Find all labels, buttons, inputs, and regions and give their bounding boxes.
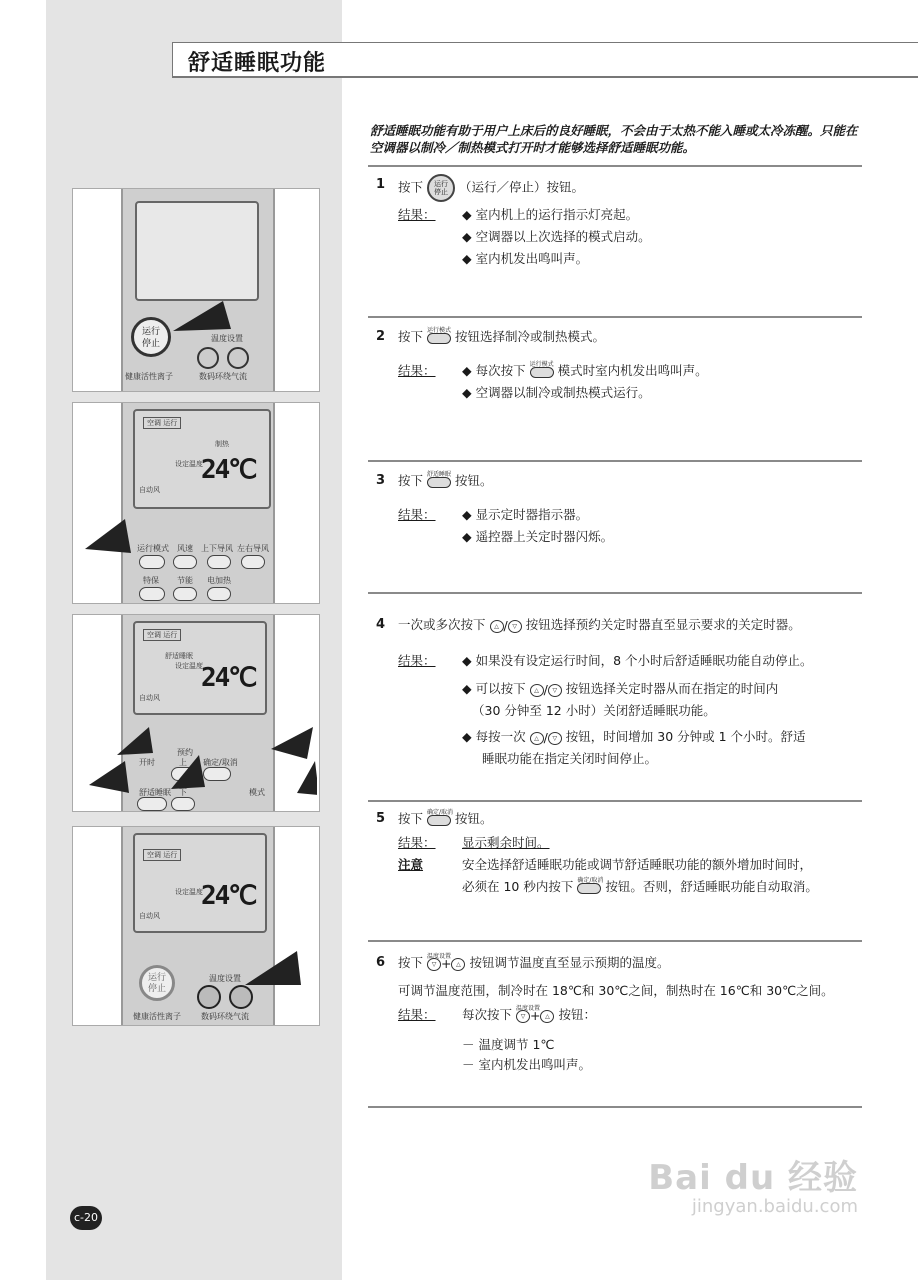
divider [368,460,862,462]
divider [368,592,862,594]
step-6: 6 按下 温度设置 ▽ + △ 按钮调节温度直至显示预期的温度。 可调节温度范围，制冷时在 18℃和 30℃之间，制热时在 16℃和 30℃之间。 结果： 每次按下 温度设置 ▽ + △ 按钮： － 温度调节 1℃ － 室内机发出鸣叫声。 [376,952,862,1092]
vertical-swing-button [207,555,231,569]
up-down-buttons-icon: △ / ▽ [490,615,522,637]
special-button [139,587,165,601]
eco-button [173,587,197,601]
up-down-buttons-icon: △ / ▽ [530,727,562,749]
temperature-display: 24℃ [201,881,256,911]
step-number: 6 [376,955,386,970]
page-title: 舒适睡眠功能 [188,51,327,76]
pointer-arrow-icon [173,301,233,341]
divider [368,940,862,942]
temp-set-buttons-icon: 温度设置 ▽ + △ [427,953,465,975]
step-number: 4 [376,617,386,632]
step-2: 2 按下 运行模式 按钮选择制冷或制热模式。 结果： ◆ 每次按下 运行模式 模式时室内机发出鸣叫声。 ◆ 空调器以制冷或制热模式运行。 [376,326,862,436]
heater-button [207,587,231,601]
horizontal-swing-button [241,555,265,569]
result-item: 显示剩余时间。 [462,835,550,850]
remote-screen: 空调 运行 舒适睡眠 设定温度 24℃ 自动风 [133,621,267,715]
watermark-url: jingyan.baidu.com [691,1196,858,1217]
result-item: ◆ 显示定时器指示器。 [462,507,589,522]
divider [368,316,862,318]
step-3: 3 按下 舒适睡眠 按钮。 结果： ◆ 显示定时器指示器。 ◆ 遥控器上关定时器闪烁。 [376,470,862,570]
remote-illustration-2: 空调 运行 制热 设定温度 24℃ 自动风 运行模式 风速 上下导风 左右导风 特保 节能 电加热 [72,402,320,604]
result-label: 结果： [398,507,436,522]
run-stop-button: 运行 停止 [131,317,171,357]
run-mode-button-icon: 运行模式 [530,361,554,383]
note-text: 安全选择舒适睡眠功能或调节舒适睡眠功能的额外增加时间时， [462,857,813,872]
temperature-display: 24℃ [201,663,256,693]
detail-item: － 温度调节 1℃ [462,1037,555,1052]
result-item: ◆ 遥控器上关定时器闪烁。 [462,529,614,544]
result-item: ◆ 室内机发出鸣叫声。 [462,251,589,266]
step-5: 5 按下 确定/取消 按钮。 结果： 显示剩余时间。 注意 安全选择舒适睡眠功能或调节舒适睡眠功能的额外增加时间时， 必须在 10 秒内按下 确定/取消 按钮。否则，舒适睡眠功能自动取消。 [376,808,862,918]
run-mode-button-icon: 运行模式 [427,327,451,349]
result-item: 睡眠功能在指定关闭时间停止。 [482,751,658,766]
step-1: 1 按下 运行 停止 （运行／停止）按钮。 结果： ◆ 室内机上的运行指示灯亮起。 ◆ 空调器以上次选择的模式启动。 ◆ 室内机发出鸣叫声。 [376,174,862,294]
result-item: ◆ 如果没有设定运行时间，8 个小时后舒适睡眠功能自动停止。 [462,653,813,668]
sleep-button-icon: 舒适睡眠 [427,471,451,493]
temperature-display: 24℃ [201,455,256,485]
run-mode-button [139,555,165,569]
temp-down-button [197,347,219,369]
result-label: 结果： [398,835,436,850]
remote-screen [135,201,259,301]
pointer-arrow-icon [245,949,305,989]
page-number: c-20 [70,1206,102,1230]
step-4: 4 一次或多次按下 △ / ▽ 按钮选择预约关定时器直至显示要求的关定时器。 结果： ◆ 如果没有设定运行时间，8 个小时后舒适睡眠功能自动停止。 ◆ 可以按下 △ / ▽ 按钮选择关定时器从而在指定的时间内 （30 分钟至 12 小时）关闭舒适睡眠功能。 ◆ 每按一次 △ / ▽ 按钮，时间增加 30 分钟或 1 个小时。舒适 睡眠功能在指定关闭时间停止。 [376,614,862,784]
intro-text: 舒适睡眠功能有助于用户上床后的良好睡眠，不会由于太热不能入睡或太冷冻醒。只能在空调器以制冷／制热模式打开时才能够选择舒适睡眠功能。 [370,123,858,155]
airflow-label: 数码环绕气流 [199,372,247,381]
remote-screen: 空调 运行 设定温度 24℃ 自动风 [133,833,267,933]
divider [368,1106,862,1108]
result-label: 结果： [398,363,436,378]
remote-screen: 空调 运行 制热 设定温度 24℃ 自动风 [133,409,271,509]
result-label: 结果： [398,653,436,668]
confirm-cancel-button-icon: 确定/取消 [577,877,601,899]
run-mode-label: 运行模式 [137,544,169,553]
run-stop-button-icon: 运行 停止 [427,174,455,202]
remote-illustration-1 [72,188,320,392]
pointer-arrow-icon [85,519,135,559]
step-number: 5 [376,811,386,826]
remote-illustration-3: 空调 运行 舒适睡眠 设定温度 24℃ 自动风 预约 开时 上 确定/取消 舒适睡眠 下 模式 [72,614,320,812]
ion-label: 健康活性离子 [125,372,173,381]
temp-set-buttons-icon: 温度设置 ▽ + △ [516,1005,554,1027]
fan-speed-button [173,555,197,569]
temp-set-label: 温度设置 [211,334,243,343]
up-down-buttons-icon: △ / ▽ [530,679,562,701]
note-label: 注意 [398,857,424,872]
result-label: 结果： [398,207,436,222]
result-item: ◆ 空调器以上次选择的模式启动。 [462,229,651,244]
divider [368,165,862,167]
result-item: ◆ 室内机上的运行指示灯亮起。 [462,207,639,222]
step-number: 3 [376,473,386,488]
temp-down-button [197,985,221,1009]
watermark-logo: Bai du 经验 [648,1158,858,1198]
temp-up-button [227,347,249,369]
run-stop-button: 运行 停止 [139,965,175,1001]
pointer-arrows-icon [87,725,317,811]
step-number: 2 [376,329,386,344]
step-number: 1 [376,177,386,192]
result-label: 结果： [398,1007,436,1022]
detail-item: － 室内机发出鸣叫声。 [462,1057,591,1072]
range-text: 可调节温度范围，制冷时在 18℃和 30℃之间，制热时在 16℃和 30℃之间。 [398,983,834,998]
temp-set-label: 温度设置 [209,974,241,983]
result-item: （30 分钟至 12 小时）关闭舒适睡眠功能。 [472,703,716,718]
remote-illustration-4: 空调 运行 设定温度 24℃ 自动风 运行 停止 温度设置 健康活性离子 数码环绕气流 [72,826,320,1026]
result-item: ◆ 空调器以制冷或制热模式运行。 [462,385,651,400]
confirm-cancel-button-icon: 确定/取消 [427,809,451,831]
